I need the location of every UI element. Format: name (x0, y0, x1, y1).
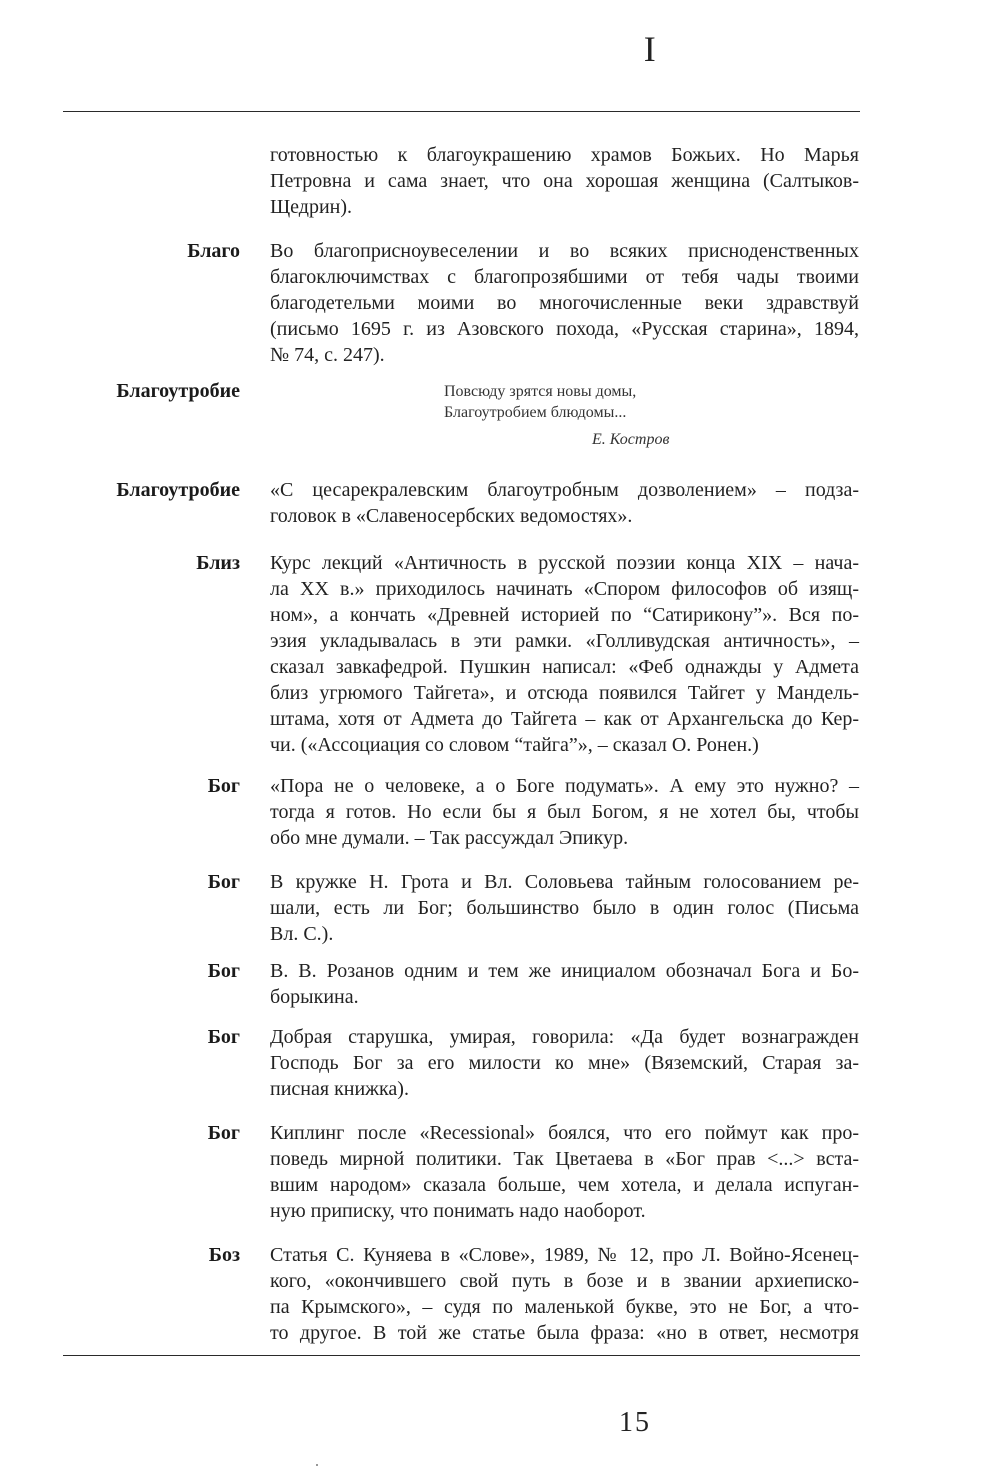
poem-line: Благоутробием блюдомы... (444, 404, 627, 421)
entry-text (270, 477, 859, 529)
entry-text (270, 238, 859, 368)
poem-quote (444, 381, 636, 423)
entry-headword: Бог (207, 960, 240, 982)
entry-line: ном», а кончать «Древней историей по “Сатирикону”». Вся по- (270, 604, 859, 626)
entry-headword: Боз (208, 1244, 240, 1266)
entry-headword: Благоутробие (116, 479, 240, 501)
entry-line: Статья С. Куняева в «Слове», 1989, № 12, про Л. Войно-Ясенец- (270, 1244, 859, 1266)
continuation-paragraph (270, 142, 859, 220)
entry-headword: Бог (207, 775, 240, 797)
entry-line: чи. («Ассоциация со словом “тайга”», – сказал О. Ронен.) (270, 734, 759, 756)
section-letter: I (643, 29, 657, 69)
entry-line: благодетельми моими во многочисленные веки здравствуй (270, 292, 859, 314)
continuation-line: Щедрин). (270, 196, 353, 218)
top-rule (63, 111, 860, 112)
entry-text (270, 869, 859, 947)
entry-line: кого, «окончившего свой путь в бозе и в звании архиеписко- (270, 1270, 859, 1292)
entry-text (270, 1024, 859, 1102)
entry-line: В кружке Н. Грота и Вл. Соловьева тайным голосованием ре- (270, 871, 859, 893)
entry-headword: Бог (207, 1122, 240, 1144)
entry-line: благоключимствах с благопрозябшими от тебя чады твоими (270, 266, 859, 288)
entry-line: ную приписку, что понимать надо наоборот. (270, 1200, 646, 1222)
entry-line: борыкина. (270, 986, 359, 1008)
scan-speck (316, 1464, 318, 1466)
entry-text (270, 958, 859, 1010)
entry-text (270, 550, 859, 758)
entry-line: головок в «Славеносербских ведомостях». (270, 505, 633, 527)
entry-line: В. В. Розанов одним и тем же инициалом обозначал Бога и Бо- (270, 960, 859, 982)
entry-line: (письмо 1695 г. из Азовского похода, «Русская старина», 1894, (270, 318, 859, 340)
entry-line: ла XX в.» приходилось начинать «Спором философов об изящ- (270, 578, 859, 600)
entry-line: Господь Бог за его милости ко мне» (Вяземский, Старая за- (270, 1052, 859, 1074)
entry-text (270, 773, 859, 851)
entry-line: «С цесарекралевским благоутробным дозволением» – подза- (270, 479, 859, 501)
entry-line: шали, есть ли Бог; большинство было в один голос (Письма (270, 897, 859, 919)
entry-line: Киплинг после «Recessional» боялся, что его поймут как про- (270, 1122, 859, 1144)
entry-line: па Крымского», – судя по маленькой букве, это не Бог, а что- (270, 1296, 859, 1318)
entry-line: близ угрюмого Тайгета», и отсюда появился Тайгет у Мандель- (270, 682, 859, 704)
entry-line: Курс лекций «Античность в русской поэзии конца XIX – нача- (270, 552, 859, 574)
entry-line: то другое. В той же статье была фраза: «но в ответ, несмотря (270, 1322, 859, 1344)
entry-line: тогда я готов. Но если бы я был Богом, я не хотел бы, чтобы (270, 801, 859, 823)
entry-line: поведь мирной политики. Так Цветаева в «Бог прав <...> вста- (270, 1148, 859, 1170)
poem-line: Повсюду зрятся новы домы, (444, 383, 637, 400)
entry-line: штама, хотя от Адмета до Тайгета – как от Архангельска до Кер- (270, 708, 859, 730)
entry-line: Добрая старушка, умирая, говорила: «Да будет вознагражден (270, 1026, 859, 1048)
poem-author: Е. Костров (592, 431, 670, 448)
entry-headword: Близ (196, 552, 240, 574)
entry-line: Вл. С.). (270, 923, 334, 945)
entry-line: обо мне думали. – Так рассуждал Эпикур. (270, 827, 629, 849)
entry-line: вшим народом» сказала больше, чем хотела, и делала испуган- (270, 1174, 859, 1196)
continuation-line: Петровна и сама знает, что она хорошая женщина (Салтыков- (270, 170, 859, 192)
bottom-rule (63, 1355, 860, 1356)
entry-line: № 74, с. 247). (270, 344, 385, 366)
entry-text (270, 1120, 859, 1224)
entry-line: «Пора не о человеке, а о Боге подумать». А ему это нужно? – (270, 775, 859, 797)
entry-line: Во благоприсноувеселении и во всяких присноденственных (270, 240, 859, 262)
entry-headword: Бог (207, 1026, 240, 1048)
entry-line: писная книжка). (270, 1078, 409, 1100)
entry-line: сказал завкафедрой. Пушкин написал: «Феб однажды у Адмета (270, 656, 859, 678)
entry-text (270, 1242, 859, 1346)
continuation-line: готовностью к благоукрашению храмов Божьих. Но Марья (270, 144, 859, 166)
entry-line: эзия укладывалась в эти рамки. «Голливудская античность», – (270, 630, 859, 652)
entry-headword: Бог (207, 871, 240, 893)
entry-headword: Благо (187, 240, 240, 262)
entry-headword: Благоутробие (116, 380, 240, 402)
page-number: 15 (619, 1407, 651, 1438)
